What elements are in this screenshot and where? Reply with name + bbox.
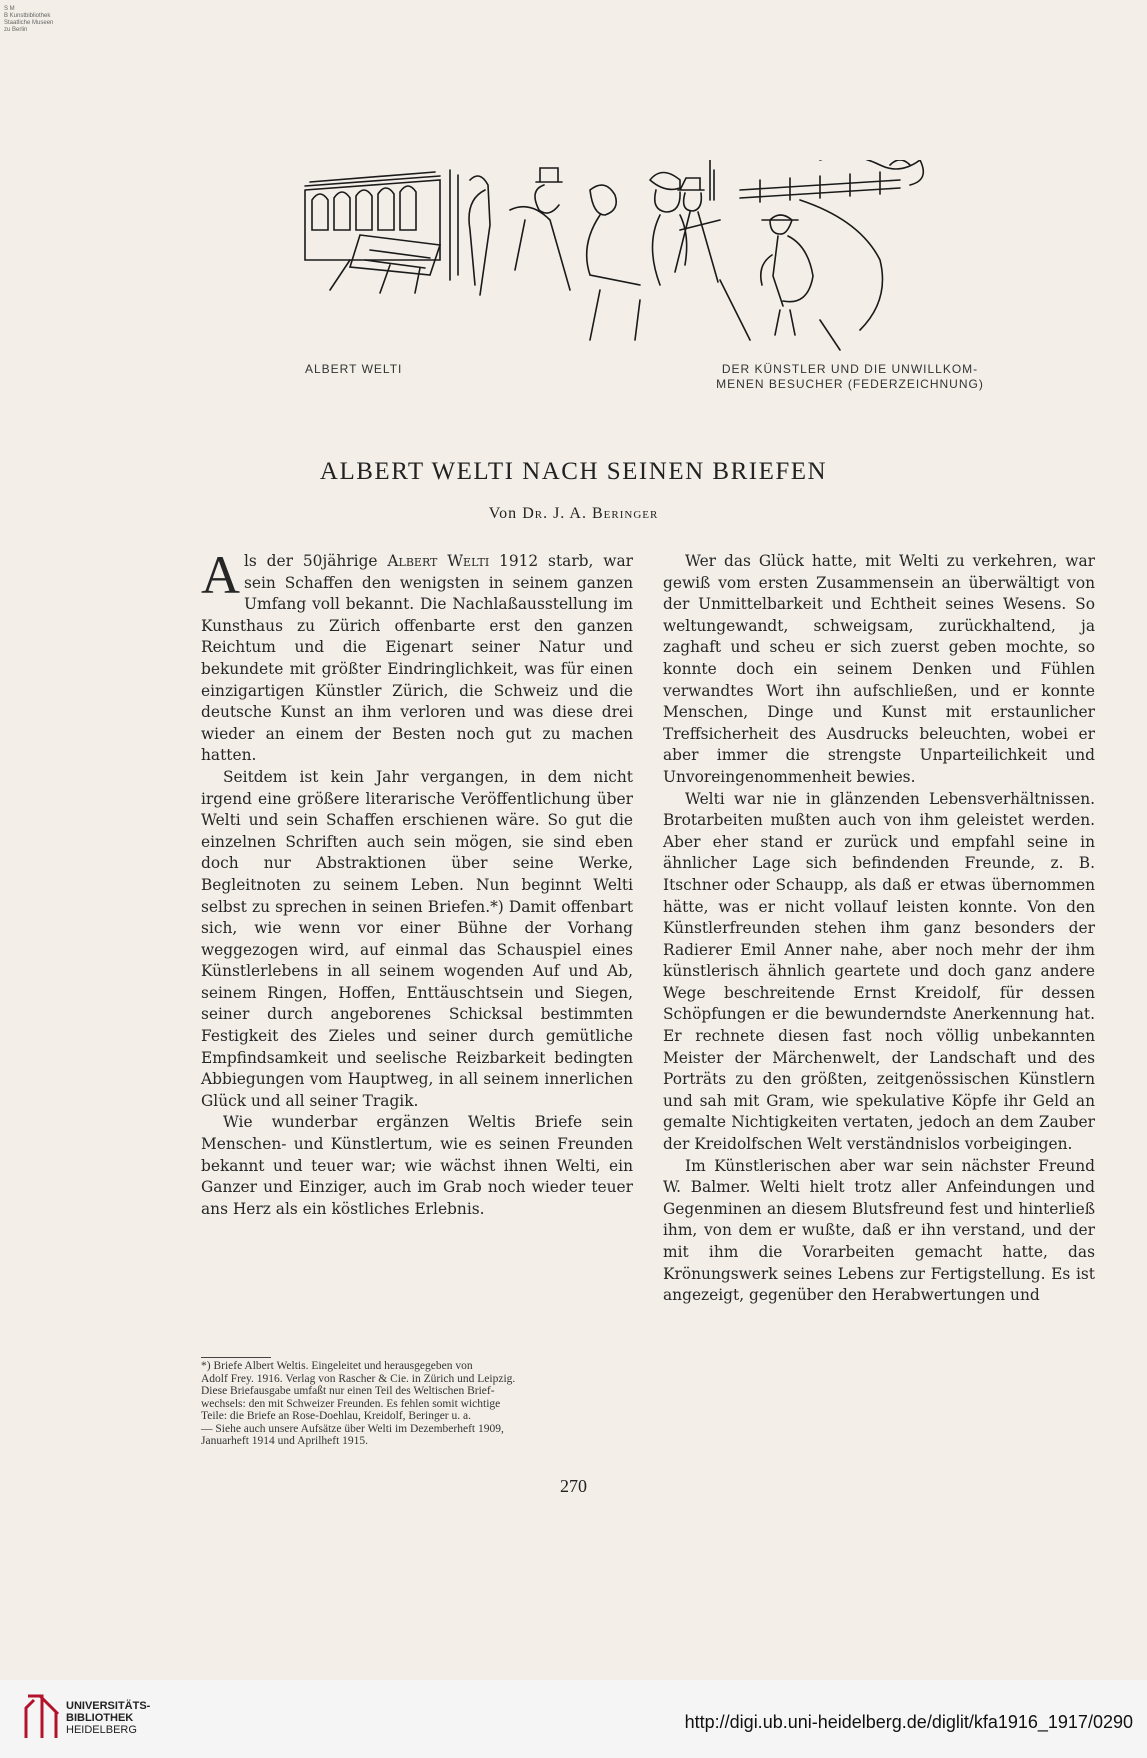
right-column	[663, 551, 1095, 1307]
illustration-caption-title	[690, 362, 1010, 392]
artist-name: Albert Welti	[387, 552, 490, 570]
footnote-line: Diese Briefausgabe umfaßt nur einen Teil des Weltischen Brief-	[201, 1385, 495, 1397]
library-name-line: UNIVERSITÄTS-	[66, 1700, 151, 1712]
caption-line: MENEN BESUCHER (FEDERZEICHNUNG)	[716, 377, 984, 391]
library-logo-icon	[20, 1690, 64, 1744]
footnote-line: wechsels: den mit Schweizer Freunden. Es fehlen somit wichtige	[201, 1397, 501, 1410]
paragraph-text: 1912 starb, war sein Schaffen den wenigsten in seinem ganzen Umfang voll bekannt. Die Nachlaßausstellung im Kunsthaus zu Zürich offenbarte erst den ganzen Reichtum und die Eigenart seiner Natur und bekundete mit größter Eindringlichkeit, was für einen einzigartigen Künstler Zürich, die Schweiz und die deutsche Kunst an ihm verloren und was diese drei wieder an einem der Besten noch gut zu machen hatten.	[201, 552, 633, 765]
left-column	[201, 545, 633, 1220]
footnote-line: Januarheft 1914 und Aprilheft 1915.	[201, 1435, 369, 1447]
byline-von: Von	[488, 505, 518, 522]
source-url-link[interactable]: http://digi.ub.uni-heidelberg.de/diglit/kfa1916_1917/0290	[684, 1712, 1133, 1732]
paragraph	[201, 545, 633, 767]
stamp-line: B Kunstbibliothek	[4, 13, 51, 19]
drop-cap: A	[201, 545, 240, 605]
footnote-line: *) Briefe Albert Weltis. Eingeleitet und herausgegeben von	[201, 1360, 473, 1372]
stamp-line: S M	[4, 6, 15, 12]
article-title: ALBERT WELTI NACH SEINEN BRIEFEN	[319, 458, 828, 485]
paragraph-text: ls der 50jährige	[244, 552, 388, 570]
library-name-line: HEIDELBERG	[66, 1724, 137, 1736]
library-stamp	[4, 6, 53, 34]
paragraph: Im Künstlerischen aber war sein nächster Freund W. Balmer. Welti hielt trotz aller Anfeindungen und Gegenminen an diesem Blutsfreund fest und hinterließ ihm, von dem er wußte, daß er ihn verstand, und der mit ihm die Vorarbeiten gemacht hatte, das Krönungswerk seines Lebens zur Fertigstellung. Es ist angezeigt, gegenüber den Herabwertungen und	[663, 1156, 1095, 1305]
library-name	[66, 1700, 150, 1736]
footnote-line: Teile: die Briefe an Rose-Doehlau, Kreidolf, Beringer u. a.	[201, 1410, 471, 1422]
footnote-line: — Siehe auch unsere Aufsätze über Welti im Dezemberheft 1909,	[201, 1422, 504, 1435]
footnote	[201, 1360, 633, 1448]
caption-line: DER KÜNSTLER UND DIE UNWILLKOM-	[721, 362, 979, 376]
paragraph: Seitdem ist kein Jahr vergangen, in dem nicht irgend eine größere literarische Veröffentlichung über Welti und sein Schaffen erschienen wäre. So gut die einzelnen Schriften auch sein mögen, sie sind eben doch nur Abstraktionen über seine Werke, Begleitnoten zu seinem Leben. Nun beginnt Welti selbst zu sprechen in seinen Briefen.*) Damit offenbart sich, wie wenn vor einer Bühne der Vorhang weggezogen wird, auf einmal das Schauspiel eines Künstlerlebens in all seinem wogenden Auf und Ab, seinem Ringen, Hoffen, Enttäuschtsein und Siegen, seiner durch angeborenes Schicksal bestimmten Festigkeit des Zieles und seiner durch gemütliche Empfindsamkeit und seelische Reizbarkeit bedingten Abbiegungen vom Hauptweg, in all seinem innerlichen Glück und all seiner Tragik.	[201, 767, 633, 1110]
stamp-line: Staatliche Museen	[4, 20, 54, 26]
paragraph: Welti war nie in glänzenden Lebensverhältnissen. Brotarbeiten mußten auch von ihm geleistet werden. Aber eher stand er zurück und empfahl seine in ähnlicher Lage sich befindenden Freunde, z. B. Itschner oder Schaupp, als daß er etwas übernommen hätte, was er nicht vollauf leisten konnte. Von den Künstlerfreunden stehen ihm ganz besonders der Radierer Emil Anner nahe, aber noch mehr der ihm künstlerisch ähnlich geartete und doch ganz andere Wege beschreitende Ernst Kreidolf, für dessen Schöpfungen er die bewunderndste Anerkennung hat. Er rechnete diesen fast noch völlig unbekannten Meister der Märchenwelt, der Landschaft und des Porträts zu den größten, zeitgenössischen Künstlern und sah mit Gram, wie spekulative Köpfe ihr Geld an gemalte Nichtigkeiten vertaten, jedoch an dem Zauber der Kreidolfschen Welt verständnislos vorbeigingen.	[663, 789, 1095, 1154]
footnote-line: Adolf Frey. 1916. Verlag von Rascher & Cie. in Zürich und Leipzig.	[201, 1372, 516, 1385]
byline-author: Dr. J. A. Beringer	[522, 505, 659, 522]
paragraph: Wer das Glück hatte, mit Welti zu verkehren, war gewiß vom ersten Zusammensein an überwältigt von der Unmittelbarkeit und Echtheit seines Wesens. So weltungewandt, schweigsam, zurückhaltend, ja zaghaft und scheu er sich zuerst geben mochte, so konnte doch ein seinem Denken und Fühlen verwandtes Wort ihn aufschließen, und er konnte Menschen, Dinge und Kunst mit erstaunlicher Treffsicherheit des Ausdrucks beleuchten, wobei er aber immer die strengste Unparteilichkeit und Unvoreingenommenheit bewies.	[663, 552, 1095, 786]
library-name-line: BIBLIOTHEK	[66, 1712, 134, 1724]
pen-drawing-illustration	[300, 160, 1000, 360]
illustration-caption-artist: ALBERT WELTI	[305, 362, 403, 376]
article-byline	[0, 505, 1147, 523]
stamp-line: zu Berlin	[4, 27, 28, 33]
footnote-rule	[201, 1357, 271, 1358]
paragraph: Wie wunderbar ergänzen Weltis Briefe sein Menschen- und Künstlertum, wie es seinen Freunden bekannt und teuer war; wie wächst ihnen Welti, ein Ganzer und Einziger, auch im Grab noch wieder teuer ans Herz als ein köstliches Erlebnis.	[201, 1113, 633, 1218]
page-number: 270	[560, 1476, 587, 1496]
